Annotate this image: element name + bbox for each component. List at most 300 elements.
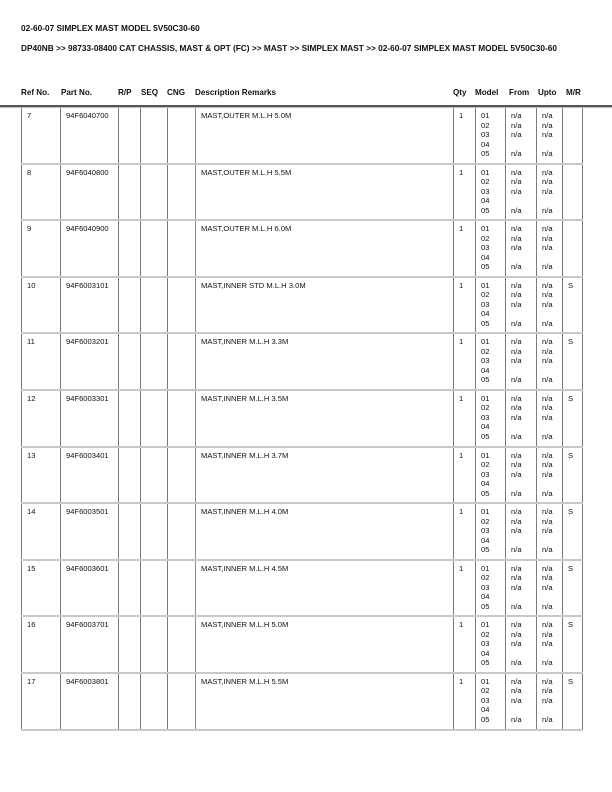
- upto-cell-line: n/a: [542, 393, 553, 403]
- upto-cell-line: n/a: [542, 412, 553, 422]
- cng-cell: [167, 391, 195, 446]
- cng-cell: [167, 221, 195, 276]
- upto-cell-line: n/a: [542, 318, 553, 328]
- cng-cell: [167, 108, 195, 163]
- model-cell-line: 02: [481, 573, 490, 583]
- from-cell-line: n/a: [511, 205, 522, 215]
- ref-cell: 11: [21, 334, 60, 389]
- rp-cell: [118, 504, 140, 559]
- model-cell-line: 01: [481, 337, 490, 347]
- ref-cell: 7: [21, 108, 60, 163]
- qty-cell: 1: [453, 221, 475, 276]
- model-cell-line: 04: [481, 365, 490, 375]
- upto-cell-line: n/a: [542, 130, 553, 139]
- model-cell-line: 02: [481, 120, 490, 130]
- column-header-cng: CNG: [167, 88, 185, 97]
- upto-cell-line: n/a: [542, 243, 553, 253]
- qty-cell: 1: [453, 334, 475, 389]
- from-cell-line: n/a: [511, 233, 522, 243]
- from-cell-line: n/a: [511, 620, 522, 630]
- breadcrumb: DP40NB >> 98733-08400 CAT CHASSIS, MAST & OPT (FC) >> MAST >> SIMPLEX MAST >> 02-60-07 SIMPLEX MAST MODEL 5V50C30-60: [21, 43, 557, 53]
- model-cell-line: 03: [481, 639, 490, 649]
- model-cell-line: 04: [481, 139, 490, 149]
- from-cell-line: n/a: [511, 601, 522, 611]
- part-number-cell: 94F6003801: [60, 674, 118, 729]
- part-number-cell: 94F6003601: [60, 561, 118, 616]
- model-cell-line: 05: [481, 658, 490, 668]
- model-cell-line: 01: [481, 393, 490, 403]
- model-cell-line: 02: [481, 460, 490, 470]
- description-cell: MAST,OUTER M.L.H 5.5M: [195, 165, 453, 220]
- rp-cell: [118, 165, 140, 220]
- from-cell-line: n/a: [511, 526, 522, 536]
- from-cell: [505, 391, 536, 446]
- cng-cell: [167, 165, 195, 220]
- upto-cell-line: n/a: [542, 460, 553, 470]
- cng-cell: [167, 617, 195, 672]
- seq-cell: [140, 278, 167, 333]
- upto-cell-line: n/a: [542, 545, 553, 555]
- from-cell-line: [511, 422, 536, 432]
- seq-cell: [140, 674, 167, 729]
- from-cell-line: n/a: [511, 639, 522, 649]
- upto-cell-line: n/a: [542, 290, 553, 300]
- mr-cell: S: [562, 334, 583, 389]
- upto-cell: [536, 561, 562, 616]
- description-cell: MAST,INNER M.L.H 3.7M: [195, 448, 453, 503]
- part-number-cell: 94F6003501: [60, 504, 118, 559]
- seq-cell: [140, 165, 167, 220]
- mr-cell: S: [562, 561, 583, 616]
- from-cell-line: n/a: [511, 686, 522, 696]
- model-cell-line: 05: [481, 488, 490, 498]
- part-number-cell: 94F6003201: [60, 334, 118, 389]
- from-cell-line: n/a: [511, 280, 522, 290]
- upto-cell-line: n/a: [542, 431, 553, 441]
- model-cell-line: 04: [481, 648, 490, 658]
- table-row: [21, 448, 583, 505]
- description-cell: MAST,INNER M.L.H 3.3M: [195, 334, 453, 389]
- ref-cell: 12: [21, 391, 60, 446]
- from-cell: [505, 165, 536, 220]
- upto-cell-line: n/a: [542, 177, 553, 187]
- from-cell-line: n/a: [511, 375, 522, 385]
- upto-cell: [536, 617, 562, 672]
- table-row: [21, 504, 583, 561]
- description-cell: MAST,INNER M.L.H 4.5M: [195, 561, 453, 616]
- upto-cell: [536, 165, 562, 220]
- from-cell: [505, 617, 536, 672]
- seq-cell: [140, 561, 167, 616]
- part-number-cell: 94F6003701: [60, 617, 118, 672]
- from-cell-line: n/a: [511, 469, 522, 479]
- from-cell-line: n/a: [511, 393, 522, 403]
- upto-cell-line: n/a: [542, 167, 553, 177]
- from-cell-line: n/a: [511, 346, 522, 356]
- from-cell-line: n/a: [511, 563, 522, 573]
- mr-cell: [562, 221, 583, 276]
- column-header-seq: SEQ: [141, 88, 159, 97]
- model-cell-line: 03: [481, 469, 490, 479]
- model-cell-line: 04: [481, 196, 490, 206]
- table-header: [0, 88, 612, 100]
- from-cell-line: n/a: [511, 186, 522, 196]
- from-cell: [505, 674, 536, 729]
- upto-cell: [536, 448, 562, 503]
- model-cell-line: 01: [481, 620, 490, 630]
- upto-cell-line: [542, 536, 562, 546]
- upto-cell-line: [542, 479, 562, 489]
- model-cell: [475, 504, 505, 559]
- from-cell-line: n/a: [511, 243, 522, 253]
- upto-cell-line: n/a: [542, 629, 553, 639]
- from-cell-line: n/a: [511, 149, 522, 158]
- model-cell-line: 03: [481, 695, 490, 705]
- model-cell-line: 03: [481, 243, 490, 253]
- mr-cell: S: [562, 448, 583, 503]
- model-cell: [475, 334, 505, 389]
- upto-cell-line: n/a: [542, 111, 553, 120]
- ref-cell: 17: [21, 674, 60, 729]
- upto-cell-line: n/a: [542, 337, 553, 347]
- cng-cell: [167, 674, 195, 729]
- table-row: [21, 561, 583, 618]
- upto-cell: [536, 334, 562, 389]
- column-header-mr: M/R: [566, 88, 581, 97]
- cng-cell: [167, 561, 195, 616]
- rp-cell: [118, 561, 140, 616]
- upto-cell-line: [542, 705, 562, 715]
- model-cell: [475, 165, 505, 220]
- qty-cell: 1: [453, 278, 475, 333]
- from-cell-line: n/a: [511, 337, 522, 347]
- upto-cell-line: [542, 253, 562, 263]
- from-cell-line: [511, 253, 536, 263]
- qty-cell: 1: [453, 165, 475, 220]
- model-cell-line: 05: [481, 205, 490, 215]
- upto-cell-line: n/a: [542, 658, 553, 668]
- upto-cell-line: n/a: [542, 375, 553, 385]
- upto-cell-line: n/a: [542, 573, 553, 583]
- column-header-rp: R/P: [118, 88, 132, 97]
- upto-cell-line: n/a: [542, 280, 553, 290]
- seq-cell: [140, 448, 167, 503]
- upto-cell: [536, 504, 562, 559]
- description-cell: MAST,INNER M.L.H 4.0M: [195, 504, 453, 559]
- upto-cell: [536, 221, 562, 276]
- table-row: [21, 278, 583, 335]
- model-cell-line: 02: [481, 177, 490, 187]
- ref-cell: 16: [21, 617, 60, 672]
- qty-cell: 1: [453, 561, 475, 616]
- from-cell: [505, 334, 536, 389]
- ref-cell: 9: [21, 221, 60, 276]
- upto-cell-line: n/a: [542, 686, 553, 696]
- model-cell-line: 04: [481, 422, 490, 432]
- seq-cell: [140, 221, 167, 276]
- upto-cell-line: n/a: [542, 676, 553, 686]
- upto-cell-line: [542, 649, 562, 659]
- description-cell: MAST,OUTER M.L.H 6.0M: [195, 221, 453, 276]
- seq-cell: [140, 108, 167, 163]
- description-cell: MAST,INNER STD M.L.H 3.0M: [195, 278, 453, 333]
- from-cell-line: n/a: [511, 167, 522, 177]
- ref-cell: 8: [21, 165, 60, 220]
- upto-cell-line: n/a: [542, 403, 553, 413]
- model-cell: [475, 674, 505, 729]
- column-header-upto: Upto: [538, 88, 557, 97]
- from-cell: [505, 108, 536, 163]
- from-cell-line: n/a: [511, 290, 522, 300]
- upto-cell-line: n/a: [542, 620, 553, 630]
- mr-cell: S: [562, 617, 583, 672]
- upto-cell-line: [542, 140, 562, 150]
- model-cell-line: 03: [481, 186, 490, 196]
- model-cell-line: 01: [481, 280, 490, 290]
- column-header-desc: Description Remarks: [195, 88, 276, 97]
- upto-cell-line: n/a: [542, 233, 553, 243]
- from-cell: [505, 504, 536, 559]
- upto-cell-line: n/a: [542, 149, 553, 158]
- table-row: [21, 617, 583, 674]
- upto-cell: [536, 391, 562, 446]
- model-cell-line: 02: [481, 346, 490, 356]
- rp-cell: [118, 221, 140, 276]
- rp-cell: [118, 278, 140, 333]
- from-cell-line: n/a: [511, 356, 522, 366]
- model-cell-line: 01: [481, 224, 490, 234]
- model-cell-line: 05: [481, 431, 490, 441]
- mr-cell: [562, 108, 583, 163]
- cng-cell: [167, 448, 195, 503]
- table-row: [21, 391, 583, 448]
- seq-cell: [140, 391, 167, 446]
- from-cell-line: n/a: [511, 676, 522, 686]
- upto-cell-line: n/a: [542, 469, 553, 479]
- part-number-cell: 94F6003101: [60, 278, 118, 333]
- from-cell-line: n/a: [511, 658, 522, 668]
- rp-cell: [118, 108, 140, 163]
- upto-cell-line: n/a: [542, 639, 553, 649]
- upto-cell: [536, 278, 562, 333]
- from-cell-line: [511, 140, 536, 150]
- from-cell-line: [511, 649, 536, 659]
- model-cell-line: 03: [481, 582, 490, 592]
- from-cell-line: [511, 592, 536, 602]
- upto-cell: [536, 674, 562, 729]
- column-header-qty: Qty: [453, 88, 467, 97]
- column-header-model: Model: [475, 88, 499, 97]
- from-cell-line: n/a: [511, 224, 522, 234]
- from-cell-line: n/a: [511, 450, 522, 460]
- upto-cell-line: n/a: [542, 488, 553, 498]
- upto-cell-line: n/a: [542, 582, 553, 592]
- model-cell-line: 04: [481, 479, 490, 489]
- ref-cell: 13: [21, 448, 60, 503]
- mr-cell: S: [562, 674, 583, 729]
- upto-cell-line: n/a: [542, 186, 553, 196]
- from-cell: [505, 561, 536, 616]
- part-number-cell: 94F6040800: [60, 165, 118, 220]
- from-cell-line: [511, 536, 536, 546]
- model-cell-line: 05: [481, 318, 490, 328]
- table-row: [21, 334, 583, 391]
- from-cell-line: n/a: [511, 130, 522, 139]
- upto-cell-line: n/a: [542, 601, 553, 611]
- cng-cell: [167, 278, 195, 333]
- upto-cell: [536, 108, 562, 163]
- from-cell-line: n/a: [511, 177, 522, 187]
- from-cell-line: n/a: [511, 460, 522, 470]
- model-cell-line: 03: [481, 356, 490, 366]
- upto-cell-line: n/a: [542, 714, 553, 724]
- from-cell: [505, 448, 536, 503]
- from-cell-line: n/a: [511, 695, 522, 705]
- model-cell-line: 02: [481, 233, 490, 243]
- upto-cell-line: [542, 196, 562, 206]
- model-cell-line: 05: [481, 375, 490, 385]
- from-cell: [505, 278, 536, 333]
- seq-cell: [140, 334, 167, 389]
- model-cell-line: 05: [481, 545, 490, 555]
- from-cell-line: [511, 479, 536, 489]
- from-cell-line: n/a: [511, 403, 522, 413]
- qty-cell: 1: [453, 504, 475, 559]
- upto-cell-line: n/a: [542, 695, 553, 705]
- part-number-cell: 94F6040900: [60, 221, 118, 276]
- description-cell: MAST,INNER M.L.H 5.0M: [195, 617, 453, 672]
- part-number-cell: 94F6040700: [60, 108, 118, 163]
- qty-cell: 1: [453, 617, 475, 672]
- ref-cell: 15: [21, 561, 60, 616]
- from-cell: [505, 221, 536, 276]
- from-cell-line: n/a: [511, 299, 522, 309]
- model-cell-line: 02: [481, 403, 490, 413]
- model-cell-line: 04: [481, 309, 490, 319]
- from-cell-line: [511, 196, 536, 206]
- mr-cell: S: [562, 504, 583, 559]
- model-cell: [475, 391, 505, 446]
- column-header-part: Part No.: [61, 88, 93, 97]
- seq-cell: [140, 504, 167, 559]
- upto-cell-line: n/a: [542, 346, 553, 356]
- from-cell-line: n/a: [511, 120, 522, 130]
- from-cell-line: n/a: [511, 573, 522, 583]
- qty-cell: 1: [453, 391, 475, 446]
- model-cell-line: 02: [481, 629, 490, 639]
- qty-cell: 1: [453, 108, 475, 163]
- from-cell-line: [511, 705, 536, 715]
- upto-cell-line: [542, 366, 562, 376]
- rp-cell: [118, 617, 140, 672]
- model-cell-line: 04: [481, 535, 490, 545]
- upto-cell-line: n/a: [542, 563, 553, 573]
- from-cell-line: [511, 366, 536, 376]
- table-row: [21, 108, 583, 165]
- from-cell-line: n/a: [511, 629, 522, 639]
- rp-cell: [118, 391, 140, 446]
- ref-cell: 14: [21, 504, 60, 559]
- model-cell: [475, 448, 505, 503]
- description-cell: MAST,INNER M.L.H 3.5M: [195, 391, 453, 446]
- model-cell-line: 03: [481, 412, 490, 422]
- parts-table: [21, 108, 583, 731]
- model-cell-line: 01: [481, 450, 490, 460]
- model-cell-line: 03: [481, 299, 490, 309]
- from-cell-line: n/a: [511, 507, 522, 517]
- seq-cell: [140, 617, 167, 672]
- from-cell-line: [511, 309, 536, 319]
- description-cell: MAST,OUTER M.L.H 5.0M: [195, 108, 453, 163]
- model-cell-line: 05: [481, 714, 490, 724]
- model-cell-line: 04: [481, 252, 490, 262]
- upto-cell-line: n/a: [542, 120, 553, 130]
- model-cell-line: 05: [481, 149, 490, 158]
- model-cell-line: 01: [481, 111, 490, 120]
- from-cell-line: n/a: [511, 545, 522, 555]
- upto-cell-line: n/a: [542, 205, 553, 215]
- model-cell: [475, 278, 505, 333]
- model-cell: [475, 617, 505, 672]
- upto-cell-line: n/a: [542, 262, 553, 272]
- rp-cell: [118, 448, 140, 503]
- upto-cell-line: n/a: [542, 356, 553, 366]
- from-cell-line: n/a: [511, 714, 522, 724]
- model-cell-line: 05: [481, 262, 490, 272]
- rp-cell: [118, 674, 140, 729]
- model-cell-line: 01: [481, 563, 490, 573]
- description-cell: MAST,INNER M.L.H 5.5M: [195, 674, 453, 729]
- model-cell-line: 02: [481, 686, 490, 696]
- from-cell-line: n/a: [511, 412, 522, 422]
- ref-cell: 10: [21, 278, 60, 333]
- upto-cell-line: [542, 309, 562, 319]
- from-cell-line: n/a: [511, 582, 522, 592]
- column-header-from: From: [509, 88, 530, 97]
- upto-cell-line: n/a: [542, 224, 553, 234]
- upto-cell-line: n/a: [542, 507, 553, 517]
- from-cell-line: n/a: [511, 318, 522, 328]
- model-cell-line: 04: [481, 705, 490, 715]
- model-cell: [475, 561, 505, 616]
- upto-cell-line: n/a: [542, 526, 553, 536]
- table-row: [21, 165, 583, 222]
- model-cell-line: 02: [481, 516, 490, 526]
- part-number-cell: 94F6003401: [60, 448, 118, 503]
- model-cell: [475, 221, 505, 276]
- from-cell-line: n/a: [511, 111, 522, 120]
- mr-cell: S: [562, 278, 583, 333]
- from-cell-line: n/a: [511, 516, 522, 526]
- model-cell-line: 03: [481, 130, 490, 139]
- mr-cell: S: [562, 391, 583, 446]
- table-row: [21, 674, 583, 731]
- from-cell-line: n/a: [511, 431, 522, 441]
- qty-cell: 1: [453, 448, 475, 503]
- model-cell-line: 01: [481, 676, 490, 686]
- upto-cell-line: n/a: [542, 299, 553, 309]
- table-row: [21, 221, 583, 278]
- upto-cell-line: n/a: [542, 516, 553, 526]
- mr-cell: [562, 165, 583, 220]
- model-cell-line: 02: [481, 290, 490, 300]
- cng-cell: [167, 504, 195, 559]
- part-number-cell: 94F6003301: [60, 391, 118, 446]
- model-cell-line: 01: [481, 507, 490, 517]
- cng-cell: [167, 334, 195, 389]
- model-cell: [475, 108, 505, 163]
- model-cell-line: 01: [481, 167, 490, 177]
